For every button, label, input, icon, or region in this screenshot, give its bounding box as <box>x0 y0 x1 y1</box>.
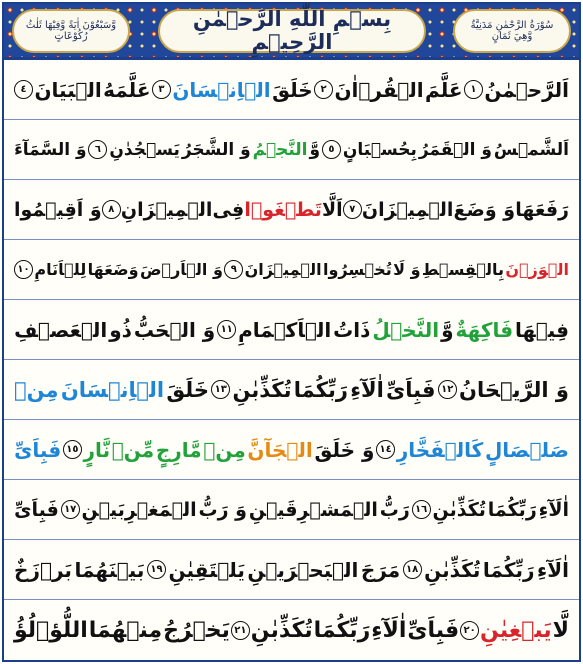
quran-word: فَبِاَیِّ <box>14 498 59 521</box>
quran-word: فَبِاَیِّ <box>386 377 436 402</box>
surah-info-right <box>453 9 571 53</box>
basmala: بِسۡمِ اللّٰهِ الرَّحۡمٰنِ الرَّحِیۡمِ <box>192 6 392 54</box>
quran-word: مَرَجَ <box>360 557 401 582</box>
quran-word: تُخۡسِرُوا <box>322 260 392 279</box>
ayah-number-marker: ١٣ <box>211 380 230 399</box>
ayah-number-marker: ١ <box>464 80 483 99</box>
quran-word: فِیۡهَا <box>515 317 569 342</box>
ayah-number-marker: ٦ <box>88 140 107 159</box>
quran-word: اَلرَّحۡمٰنُ <box>484 77 569 102</box>
ayah-number-marker: ٢٠ <box>460 621 479 640</box>
verse-line <box>4 240 579 300</box>
quran-word: بِالۡقِسۡطِ <box>421 260 505 279</box>
ayah-number-marker: ١٢ <box>438 380 457 399</box>
ayah-number-marker: ٢ <box>314 80 333 99</box>
ayah-number-marker: ١٤ <box>376 440 395 459</box>
quran-word: الۡمِیۡزَانِ <box>120 198 213 221</box>
ayah-number-marker: ٢١ <box>231 621 250 640</box>
quran-word: تُكَذِّبٰنِ <box>250 617 313 643</box>
quran-word: وَ الۡقَمَرُ <box>418 139 492 160</box>
quran-word: رَبِّكُمَا <box>313 617 371 643</box>
verse-line <box>4 120 579 180</box>
ayah-number-marker: ١٥ <box>63 440 82 459</box>
quran-word: اَلَّا <box>322 198 343 221</box>
ayah-number-marker: ٧ <box>343 200 362 219</box>
quran-word: بَیۡنَهُمَا <box>74 557 145 582</box>
quran-word: رَبِّكُمَا <box>482 557 535 582</box>
ayah-number-marker: ٩ <box>224 260 243 279</box>
quran-word: اٰلَآءِ <box>371 617 407 643</box>
quran-word: الۡقُرۡاٰنَ <box>334 77 424 102</box>
quran-word: وَ لَا <box>393 260 421 279</box>
quran-word: الۡمَشۡرِقَیۡنِ <box>248 498 378 521</box>
quran-word: وَّ <box>309 139 321 160</box>
quran-word: بَرۡزَخٌ <box>14 557 72 582</box>
quran-word: كَالۡفَخَّارِ <box>396 437 484 462</box>
ayah-number-marker: ٥ <box>322 140 341 159</box>
quran-word: مِّنۡ <box>111 437 155 462</box>
quran-word: فَبِاَیِّ <box>407 617 460 643</box>
quran-word: وَ خَلَقَ <box>314 437 375 462</box>
quran-word: مِنۡ <box>14 377 59 402</box>
quran-word: رَفَعَهَا <box>515 198 569 221</box>
ayah-number-marker: ٤ <box>14 80 33 99</box>
quran-word: عَلَّمَ <box>425 77 463 102</box>
quran-word: وَ الۡاَرۡضَ <box>139 260 223 279</box>
quran-word: وَ الۡحَبُّ <box>133 317 216 342</box>
quran-word: وَ اَقِیۡمُوا <box>14 198 102 221</box>
quran-word: مِنۡ <box>203 437 246 462</box>
basmala-panel <box>158 6 426 54</box>
quran-word: وَ الشَّجَرُ <box>181 139 251 160</box>
quran-word: رَبِّكُمَا <box>293 377 348 402</box>
quran-word: النَّخۡلُ <box>372 317 440 342</box>
quran-word: تُكَذِّبٰنِ <box>424 557 481 582</box>
quran-word: وَّ <box>441 317 454 342</box>
surah-header <box>4 4 579 60</box>
quran-word: خَلَقَ <box>166 377 209 402</box>
ayah-number-marker: ١١ <box>217 320 236 339</box>
quran-word: خَلَقَ <box>272 77 313 102</box>
verse-lines <box>4 60 579 660</box>
quran-word: ذُو <box>109 317 132 342</box>
quran-word: رَبُّ <box>379 498 410 521</box>
quran-word: تُكَذِّبٰنِ <box>432 498 486 521</box>
quran-word: وَضَعَهَا <box>87 260 139 279</box>
quran-word: تُكَذِّبٰنِ <box>232 377 292 402</box>
quran-word: اٰلَآءِ <box>538 498 569 521</box>
quran-word: وَ وَضَعَ <box>453 198 516 221</box>
verse-line <box>4 540 579 600</box>
quran-word: الۡاِنۡسَانَ <box>60 377 165 402</box>
quran-word: اٰلَآءِ <box>350 377 384 402</box>
quran-word: یَلۡتَقِیٰنِ <box>168 557 245 582</box>
quran-word: عَلَّمَهُ <box>103 77 151 102</box>
verse-line <box>4 300 579 360</box>
quran-word: یَخۡرُجُ <box>163 617 230 643</box>
surah-info-left-text: وَّسَبْعُوْنَ اٰيَةً وَّفِيْهَا ثَلٰثُ رُكُوْعَاتٍ <box>25 20 117 42</box>
quran-word: مَّارِجٍ <box>155 437 202 462</box>
quran-word: وَ السَّمَآءَ <box>14 139 87 160</box>
quran-word: لَّا <box>552 617 569 643</box>
quran-word: یَبۡغِیٰنِ <box>480 617 552 643</box>
verse-line <box>4 600 579 660</box>
quran-word: اَلشَّمۡسُ <box>493 139 569 160</box>
ayah-number-marker: ١٦ <box>412 500 431 519</box>
quran-word: یَسۡجُدٰنِ <box>109 139 180 160</box>
quran-word: النَّجۡمُ <box>252 139 308 160</box>
quran-word: فَاكِهَةٌ <box>455 317 514 342</box>
quran-word: مِنۡهُمَا <box>88 617 163 643</box>
ayah-number-marker: ١٩ <box>147 560 166 579</box>
quran-word: اٰلَآءِ <box>537 557 569 582</box>
surah-info-right-text: سُوْرَةُ الرَّحْمٰنِ مَدَنِيَّةٌ وَّهِيَ ثَمَانٍ <box>470 20 554 42</box>
quran-word: الۡبَیَانَ <box>34 77 102 102</box>
surah-info-left <box>12 9 130 53</box>
quran-word: رَبِّكُمَا <box>487 498 537 521</box>
ayah-number-marker: ٣ <box>152 80 171 99</box>
ayah-number-marker: ١٧ <box>61 500 80 519</box>
quran-word: وَ رَبُّ <box>198 498 247 521</box>
quran-word: الۡمَغۡرِبَیۡنِ <box>81 498 197 521</box>
ayah-number-marker: ٨ <box>102 200 121 219</box>
quran-word: لِلۡاَنَامِ <box>34 260 87 279</box>
quran-word: الۡبَحۡرَیۡنِ <box>247 557 359 582</box>
quran-word: فِی <box>212 198 245 221</box>
verse-line <box>4 60 579 120</box>
quran-word: تَطۡغَوۡا <box>244 198 322 221</box>
verse-line <box>4 480 579 540</box>
quran-word: صَلۡصَالٍ <box>484 437 569 462</box>
quran-word: نَّارٍ <box>83 437 111 462</box>
ayah-number-marker: ١٠ <box>14 260 33 279</box>
verse-line <box>4 180 579 240</box>
quran-word: وَ الرَّیۡحَانُ <box>459 377 569 402</box>
quran-word: الۡعَصۡفِ <box>14 317 108 342</box>
quran-word: فَبِاَیِّ <box>14 437 62 462</box>
quran-word: الۡاِنۡسَانَ <box>172 77 271 102</box>
ayah-number-marker: ١٨ <box>403 560 422 579</box>
mushaf-page <box>2 2 581 662</box>
quran-word: الۡاَكۡمَامِ <box>238 317 332 342</box>
quran-word: اللُّؤۡلُؤُ <box>14 617 88 643</box>
quran-word: الۡجَآنَّ <box>247 437 313 462</box>
verse-line <box>4 360 579 420</box>
verse-line <box>4 420 579 480</box>
quran-word: بِحُسۡبَانٍ <box>342 139 417 160</box>
quran-word: ذَاتُ <box>333 317 371 342</box>
quran-word: الۡمِیۡزَانَ <box>244 260 322 279</box>
quran-word: الۡمِیۡزَانَ <box>361 198 454 221</box>
quran-word: الۡوَزۡنَ <box>505 260 569 279</box>
